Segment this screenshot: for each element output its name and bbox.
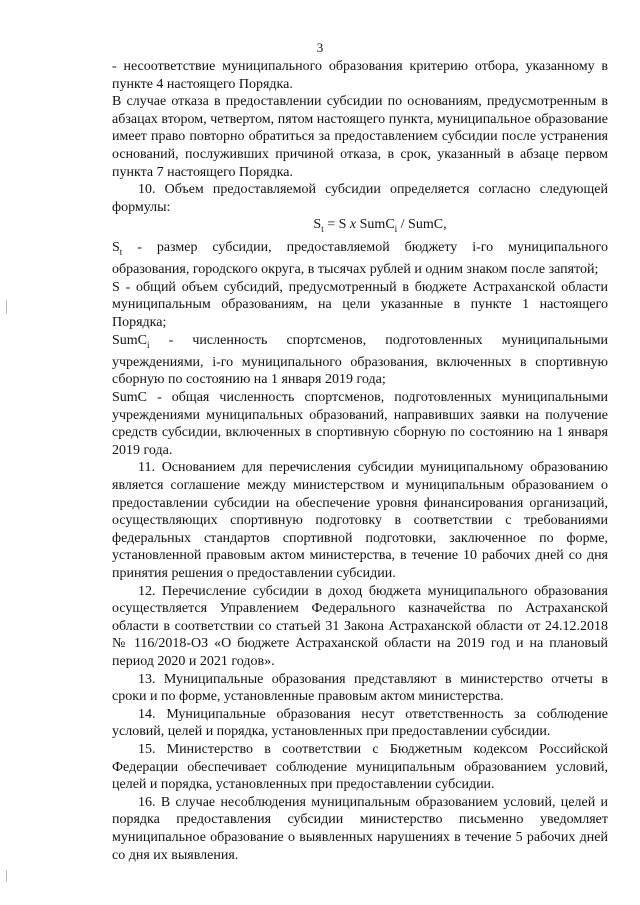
subsidy-formula [112,216,608,238]
paragraph-point-15: 15. Министерство в соответствии с Бюджетным кодексом Российской Федерации обеспечивает соблюдение муниципальным образованием условий, целей и порядка, установленных при предоставлении субсидии. [112,741,608,793]
formula-times: x [349,217,357,233]
page-number: 3 [316,40,324,55]
formula-rhs-post: / SumC, [397,217,447,233]
paragraph-point-14: 14. Муниципальные образования несут ответственность за соблюдение условий, целей и порядка, установленных при предоставлении субсидии. [112,706,608,740]
formula-rhs-mid: SumC [356,217,395,233]
formula-rhs-pre: = S [323,217,350,233]
definition-sumci-text: - численность спортсменов, подготовленных муниципальными учреждениями, i-го муниципального образования, включенных в спортивную сборную по состоянию на 1 января 2019 года; [112,332,608,388]
definition-s: S - общий объем субсидий, предусмотренный в бюджете Астраханской области муниципальным образованиям, на цели указанные в пункте 1 настоящего Порядка; [112,279,608,330]
definition-sumci-term: SumC [112,332,148,348]
definition-sumci-sub: i [147,339,150,350]
paragraph-criteria: - несоответствие муниципального образования критерию отбора, указанному в пункте 4 настоящего Порядка. [112,59,608,92]
paragraph-point-10: 10. Объем предоставляемой субсидии определяется согласно следующей формулы: [112,182,608,215]
paragraph-point-12: 12. Перечисление субсидии в доход бюджета муниципального образования осуществляется Управлением Федерального казначейства по Астраханской области в соответствии со статьей 31 Закона Астраханской области от 24.12.2018 № 116/2018-ОЗ «О бюджете Астраханской области на 2019 год и на плановый период 2020 и 2021 годов». [112,583,608,669]
paragraph-point-11: 11. Основанием для перечисления субсидии муниципальному образованию является соглашение между министерством и муниципальным образованием о предоставлении субсидии на обеспечение уровня финансирования организаций, осуществляющих спортивную подготовку в соответствии с требованиями федеральных стандартов спортивной подготовки, заключенное по форме, установленной правовым актом министерства, в течение 10 рабочих дней со дня принятия решения о предоставлении субсидии. [112,460,608,582]
definition-st [112,239,608,279]
paragraph-refusal: В случае отказа в предоставлении субсидии по основаниям, предусмотренным в абзацах втором, четвертом, пятом настоящего пункта, муниципальное образование имеет право повторно обратиться за предоставлением субсидии после устранения оснований, послуживших причиной отказа, в срок, указанный в абзаце первом пункта 7 настоящего Порядка. [112,94,608,180]
paragraph-point-13: 13. Муниципальные образования представляют в министерство отчеты в сроки и по форме, установленные правовым актом министерства. [112,671,608,705]
paragraph-point-16: 16. В случае несоблюдения муниципальным образованием условий, целей и порядка предоставления субсидии министерство письменно уведомляет муниципальное образование о выявленных нарушениях в течение 5 рабочих дней со дня их выявления. [112,794,608,863]
definition-st-sub: t [119,246,123,257]
definition-st-term: S [112,239,120,255]
formula-lhs-sub: t [321,224,324,235]
formula-rhs-sub: i [394,224,398,235]
definition-sumc: SumC - общая численность спортсменов, подготовленных муниципальными учреждениями муниципальных образований, направивших заявки на получение средств субсидии, включенных в спортивную сборную по состоянию на 1 января 2019 года. [112,390,608,458]
definition-st-text: - размер субсидии, предоставляемой бюджету i-го муниципального образования, городского округа, в тысячах рублей и одним знаком после запятой; [112,239,608,278]
scan-edge-mark-bottom [6,870,7,882]
scan-edge-mark-top [6,300,7,314]
definition-sumci [112,332,608,390]
document-body [112,58,608,864]
formula-lhs: S [313,217,322,233]
